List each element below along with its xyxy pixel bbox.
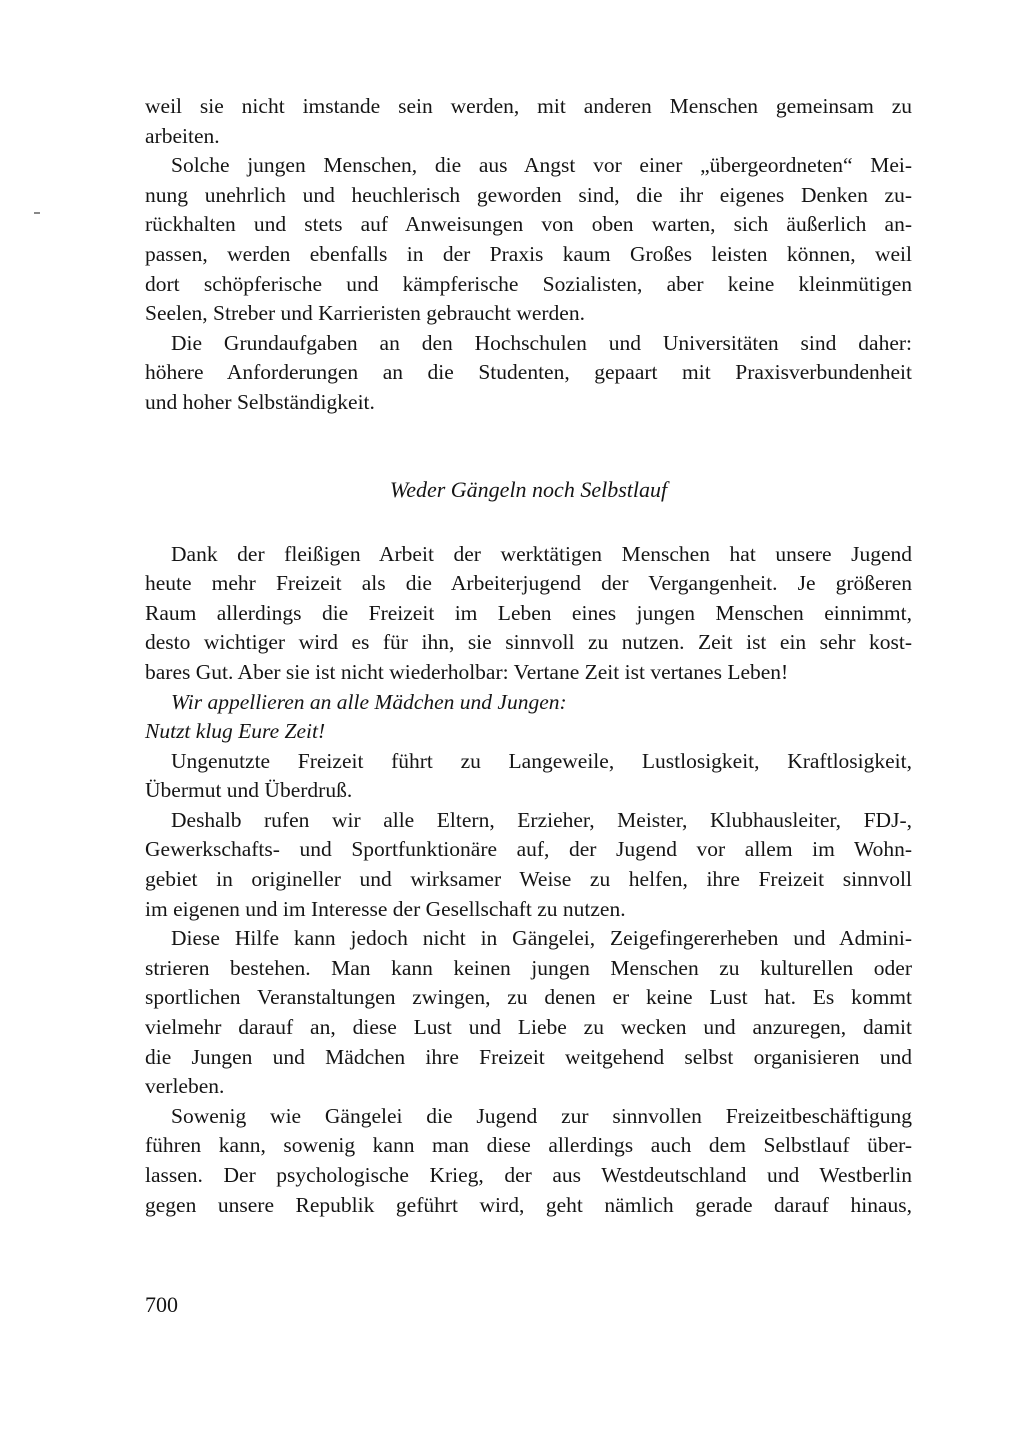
text-line: heute mehr Freizeit als die Arbeiterjugend der Vergangenheit. Je größeren xyxy=(145,571,912,596)
text-block-after-heading xyxy=(145,540,912,1221)
text-line: Die Grundaufgaben an den Hochschulen und Universitäten sind daher: xyxy=(171,330,912,355)
paragraph xyxy=(145,1102,912,1220)
text-line: nung unehrlich und heuchlerisch geworden sind, die ihr eigenes Denken zu- xyxy=(145,182,912,207)
text-line: höhere Anforderungen an die Studenten, gepaart mit Praxisverbundenheit xyxy=(145,360,912,385)
paragraph xyxy=(145,540,912,688)
text-line: bares Gut. Aber sie ist nicht wiederholbar: Vertane Zeit ist vertanes Leben! xyxy=(145,659,789,684)
text-line: Seelen, Streber und Karrieristen gebraucht werden. xyxy=(145,301,585,326)
paragraph xyxy=(145,92,912,151)
paragraph xyxy=(145,924,912,1102)
text-line: strieren bestehen. Man kann keinen jungen Menschen zu kulturellen oder xyxy=(145,955,912,980)
text-line: Übermut und Überdruß. xyxy=(145,778,353,803)
text-line: Dank der fleißigen Arbeit der werktätigen Menschen hat unsere Jugend xyxy=(171,541,912,566)
text-line: die Jungen und Mädchen ihre Freizeit weitgehend selbst organisieren und xyxy=(145,1044,912,1069)
text-line: Deshalb rufen wir alle Eltern, Erzieher, Meister, Klubhausleiter, FDJ-, xyxy=(171,807,912,832)
margin-mark xyxy=(34,212,40,214)
text-line: Diese Hilfe kann jedoch nicht in Gängelei, Zeigefingererheben und Admini- xyxy=(171,926,912,951)
text-line: gebiet in origineller und wirksamer Weise zu helfen, ihre Freizeit sinnvoll xyxy=(145,867,912,892)
text-line: rückhalten und stets auf Anweisungen von oben warten, sich äußerlich an- xyxy=(145,212,912,237)
text-line: sportlichen Veranstaltungen zwingen, zu denen er keine Lust hat. Es kommt xyxy=(145,985,912,1010)
text-line: weil sie nicht imstande sein werden, mit anderen Menschen gemeinsam zu xyxy=(145,94,912,118)
text-line: Wir appellieren an alle Mädchen und Jungen: xyxy=(171,689,567,714)
text-line: Sowenig wie Gängelei die Jugend zur sinnvollen Freizeitbeschäftigung xyxy=(171,1103,912,1128)
text-line: führen kann, sowenig kann man diese allerdings auch dem Selbstlauf über- xyxy=(145,1133,912,1158)
section-heading: Weder Gängeln noch Selbstlauf xyxy=(389,476,668,502)
paragraph xyxy=(145,329,912,418)
paragraph xyxy=(145,151,912,329)
paragraph xyxy=(145,688,912,718)
text-line: arbeiten. xyxy=(145,123,220,148)
paragraph xyxy=(145,747,912,806)
text-line: lassen. Der psychologische Krieg, der aus Westdeutschland und Westberlin xyxy=(145,1163,912,1187)
text-block-before-heading xyxy=(145,92,912,418)
page-number: 700 xyxy=(145,1292,178,1317)
page-body xyxy=(145,92,912,1220)
text-line: dort schöpferische und kämpferische Sozialisten, aber keine kleinmütigen xyxy=(145,271,912,296)
paragraph xyxy=(145,806,912,924)
text-line: Gewerkschafts- und Sportfunktionäre auf, der Jugend vor allem im Wohn- xyxy=(145,837,912,862)
text-line: Raum allerdings die Freizeit im Leben eines jungen Menschen einnimmt, xyxy=(145,600,912,625)
text-line: passen, werden ebenfalls in der Praxis kaum Großes leisten können, weil xyxy=(145,241,912,266)
text-line: Nutzt klug Eure Zeit! xyxy=(145,719,326,744)
text-line: Solche jungen Menschen, die aus Angst vor einer „übergeordneten“ Mei- xyxy=(171,153,912,178)
text-line: Ungenutzte Freizeit führt zu Langeweile, Lustlosigkeit, Kraftlosigkeit, xyxy=(171,748,912,773)
paragraph xyxy=(145,717,912,747)
text-line: im eigenen und im Interesse der Gesellschaft zu nutzen. xyxy=(145,896,626,921)
text-line: und hoher Selbständigkeit. xyxy=(145,389,375,414)
text-line: vielmehr darauf an, diese Lust und Liebe zu wecken und anzuregen, damit xyxy=(145,1015,912,1040)
text-line: verleben. xyxy=(145,1074,225,1099)
text-line: gegen unsere Republik geführt wird, geht nämlich gerade darauf hinaus, xyxy=(145,1192,912,1217)
text-line: desto wichtiger wird es für ihn, sie sinnvoll zu nutzen. Zeit ist ein sehr kost- xyxy=(145,630,912,655)
